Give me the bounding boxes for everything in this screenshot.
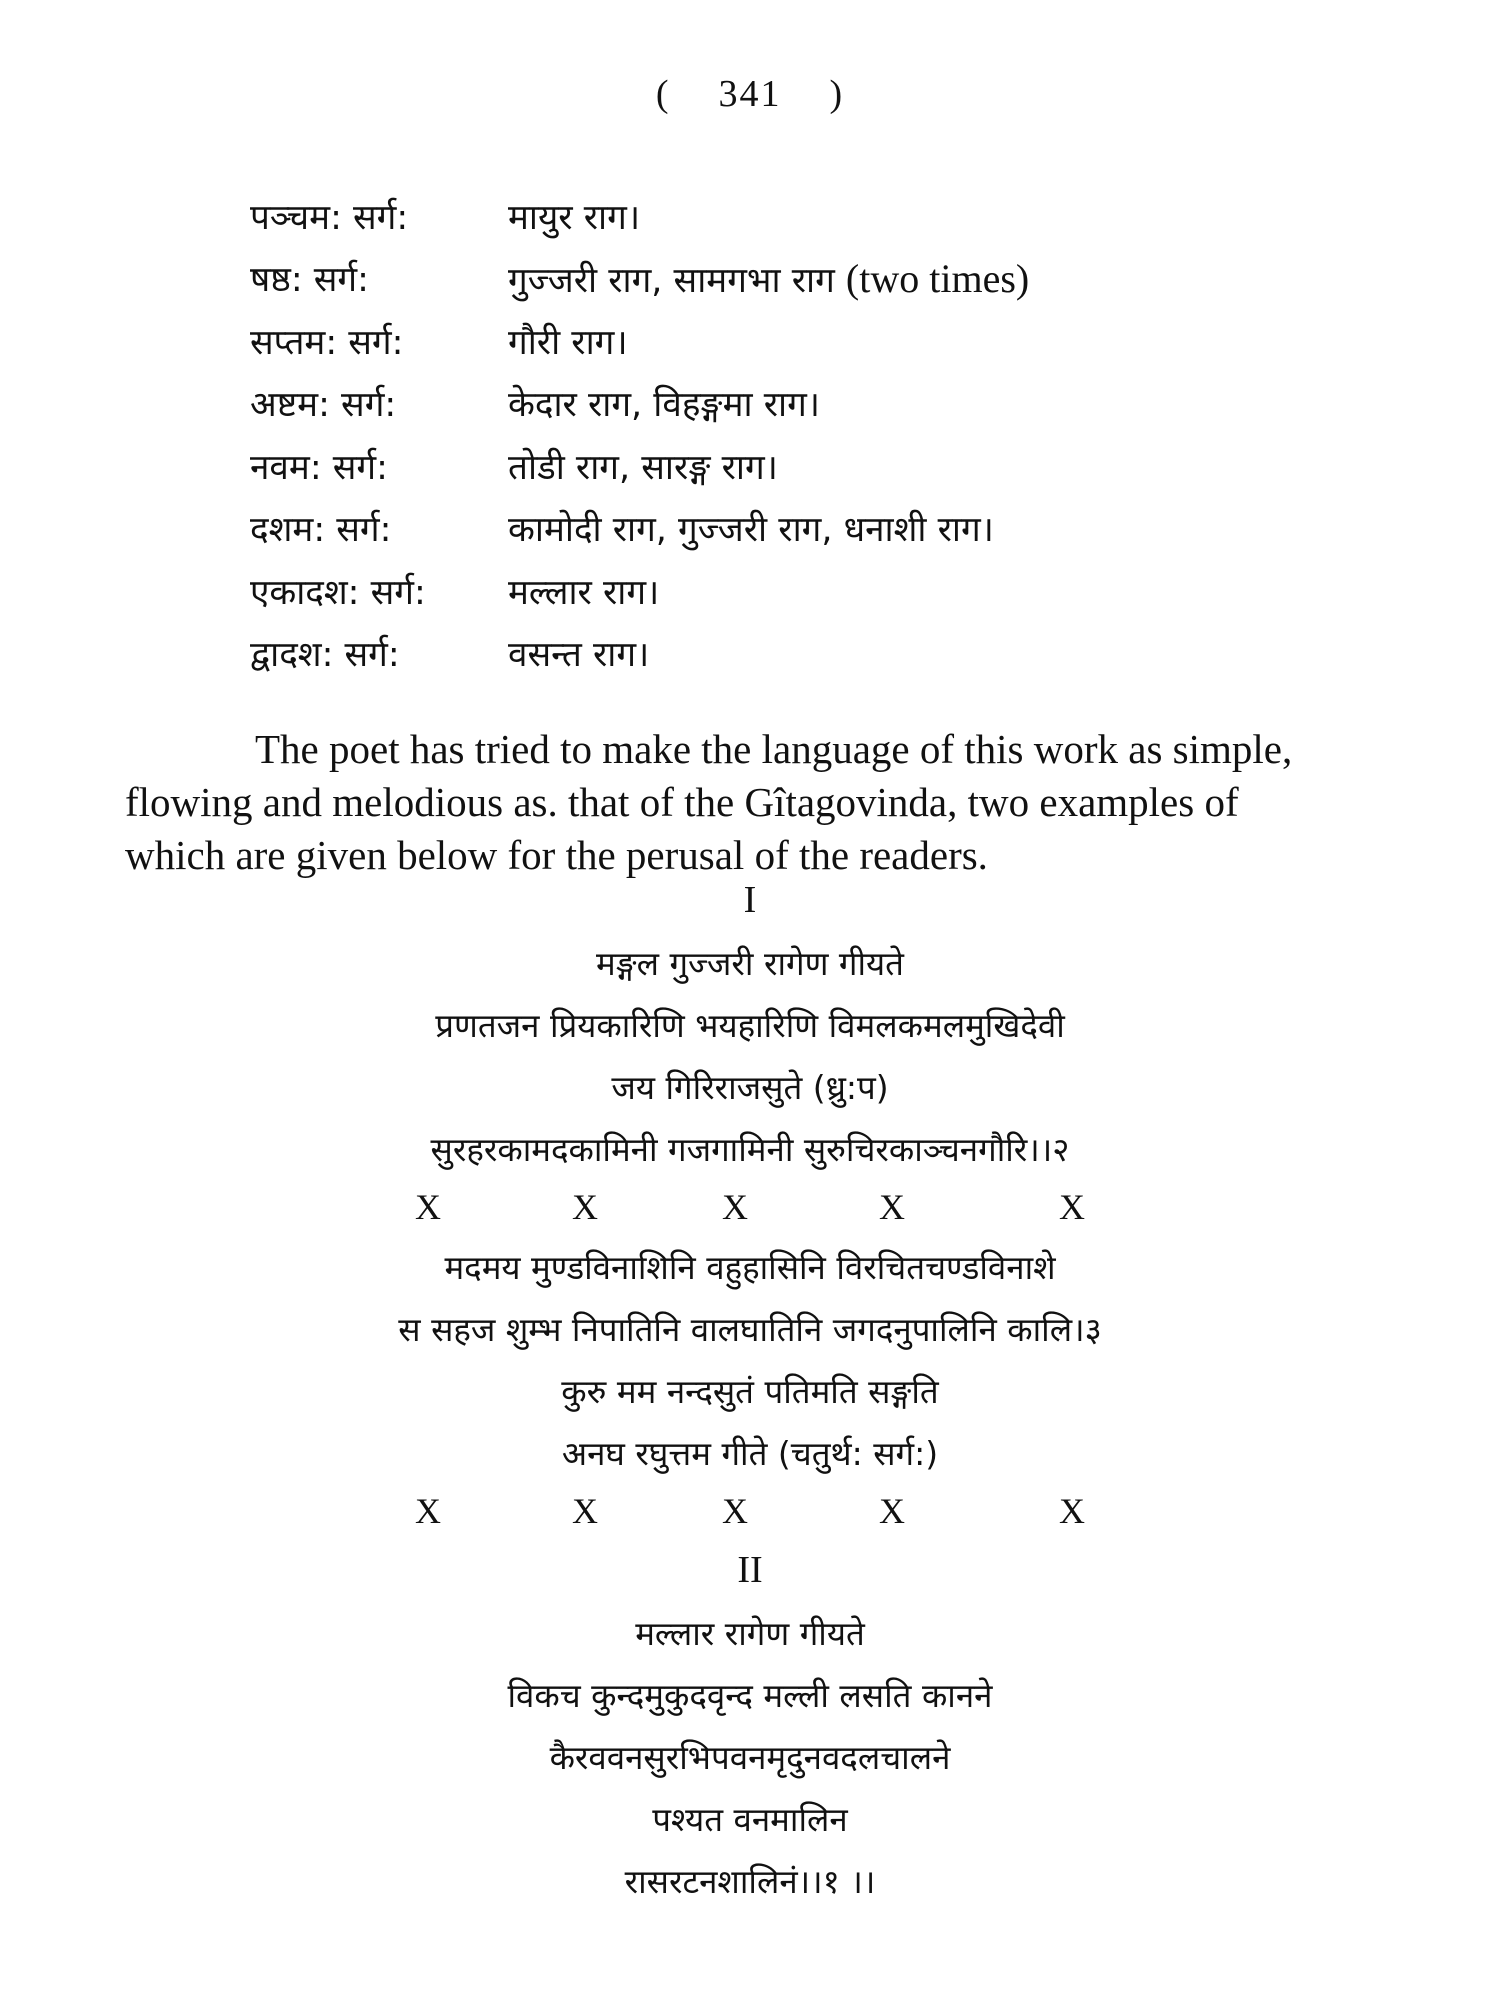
separator-mark: X: [722, 1491, 748, 1531]
sarga-label: एकादश: सर्ग:: [250, 572, 426, 613]
separator-mark: X: [1059, 1491, 1085, 1531]
sarga-row: [250, 248, 1350, 311]
paragraph-line: which are given below for the perusal of the readers.: [125, 832, 988, 878]
raga-value: मायुर राग।: [508, 197, 641, 238]
sarga-label: षष्ठ: सर्ग:: [250, 260, 369, 301]
verse-line: विकच कुन्दमुकुदवृन्द मल्ली लसति कानने: [507, 1676, 993, 1715]
sarga-label: पञ्चम: सर्ग:: [250, 197, 409, 238]
raga-value: कामोदी राग, गुज्जरी राग, धनाशी राग।: [508, 510, 994, 551]
sarga-row: [250, 373, 1350, 436]
sarga-row: [250, 623, 1350, 686]
sarga-label: अष्टम: सर्ग:: [250, 385, 397, 426]
sarga-row: [250, 185, 1350, 248]
paragraph-line: The poet has tried to make the language of this work as simple,: [255, 726, 1293, 772]
sarga-row: [250, 498, 1350, 561]
raga-value: केदार राग, विहङ्गमा राग।: [508, 385, 821, 426]
raga-note: (two times): [845, 255, 1030, 301]
separator-mark: X: [572, 1187, 598, 1227]
verse-line: मदमय मुण्डविनाशिनि वहुहासिनि विरचितचण्डविनाशे: [444, 1248, 1056, 1287]
separator-row: [0, 1186, 1500, 1236]
sarga-label: नवम: सर्ग:: [250, 447, 388, 488]
raga-value: गुज्जरी राग, सामगभा राग (two times): [508, 255, 1030, 301]
raga-value: तोडी राग, सारङ्ग राग।: [508, 447, 778, 488]
paragraph-line: flowing and melodious as. that of the Gîtagovinda, two examples of: [125, 779, 1239, 825]
verse-line: रासरटनशालिनं।।१ ।।: [624, 1862, 876, 1901]
paren-close: ): [829, 73, 845, 115]
verse-line: कैरववनसुरभिपवनमृदुनवदलचालने: [549, 1738, 951, 1777]
verse-line: सुरहरकामदकामिनी गजगामिनी सुरुचिरकाञ्चनगौरि।।२: [430, 1130, 1070, 1169]
separator-mark: X: [572, 1491, 598, 1531]
verse-line: प्रणतजन प्रियकारिणि भयहारिणि विमलकमलमुखिदेवी: [435, 1006, 1065, 1045]
sarga-label: द्वादश: सर्ग:: [250, 635, 400, 676]
raga-value: मल्लार राग।: [508, 572, 660, 613]
sarga-row: [250, 310, 1350, 373]
verse-line: मल्लार रागेण गीयते: [635, 1614, 865, 1653]
sarga-row: [250, 560, 1350, 623]
raga-value: वसन्त राग।: [508, 635, 650, 676]
example-numeral-1: I: [743, 879, 757, 921]
separator-mark: X: [879, 1187, 905, 1227]
verse-line: स सहज शुम्भ निपातिनि वालघातिनि जगदनुपालिनि कालि।३: [398, 1310, 1102, 1349]
separator-mark: X: [415, 1187, 441, 1227]
separator-mark: X: [879, 1491, 905, 1531]
sarga-raga-list: [250, 185, 1350, 685]
separator-mark: X: [1059, 1187, 1085, 1227]
verse-line: मङ्गल गुज्जरी रागेण गीयते: [595, 944, 904, 983]
separator-row: [0, 1490, 1500, 1540]
paren-open: (: [655, 73, 671, 115]
sarga-label: सप्तम: सर्ग:: [250, 322, 404, 363]
body-paragraph: [125, 723, 1455, 882]
example-numeral-2: II: [737, 1549, 763, 1591]
sarga-label: दशम: सर्ग:: [250, 510, 392, 551]
verse-line: जय गिरिराजसुते (ध्रु:प): [611, 1068, 889, 1107]
verse-line: कुरु मम नन्दसुतं पतिमति सङ्गति: [561, 1372, 939, 1411]
page-number: 341: [718, 73, 782, 115]
separator-mark: X: [722, 1187, 748, 1227]
separator-mark: X: [415, 1491, 441, 1531]
sarga-row: [250, 435, 1350, 498]
raga-value: गौरी राग।: [508, 322, 628, 363]
verse-line: अनघ रघुत्तम गीते (चतुर्थ: सर्ग:): [561, 1434, 939, 1473]
verse-line: पश्यत वनमालिन: [652, 1800, 848, 1839]
page-number-header: [0, 72, 1500, 116]
